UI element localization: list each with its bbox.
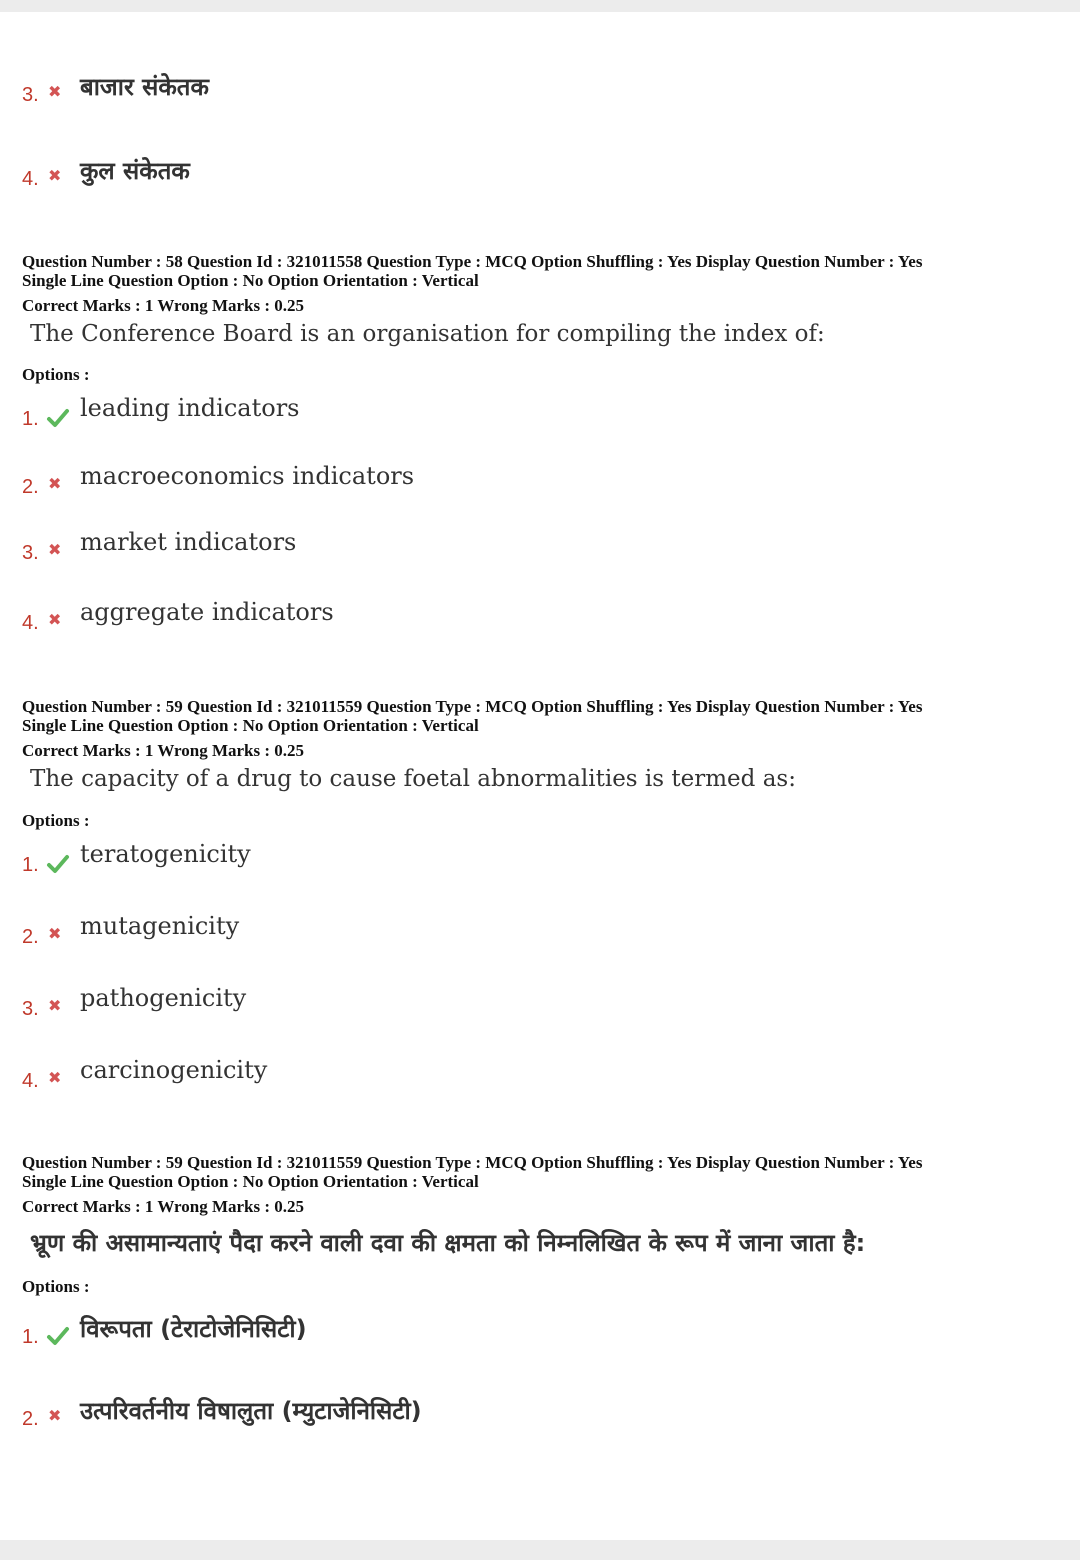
check-icon <box>46 852 70 876</box>
option-number: 1. <box>22 408 39 430</box>
question-meta-line1: Question Number : 59 Question Id : 321011559 Question Type : MCQ Option Shuffling : Yes Display Question Number : Yes <box>22 697 923 716</box>
cross-icon: ✖ <box>48 82 62 101</box>
option-number: 3. <box>22 998 39 1020</box>
check-icon <box>46 406 70 430</box>
cross-icon: ✖ <box>48 610 62 629</box>
marks-line: Correct Marks : 1 Wrong Marks : 0.25 <box>22 741 305 760</box>
marks-line: Correct Marks : 1 Wrong Marks : 0.25 <box>22 1197 305 1216</box>
option-text: aggregate indicators <box>80 598 334 626</box>
question-meta-line2: Single Line Question Option : No Option Orientation : Vertical <box>22 1172 479 1191</box>
option-number: 3. <box>22 542 39 564</box>
option-number: 2. <box>22 926 39 948</box>
option-text: विरूपता (टेराटोजेनिसिटी) <box>80 1315 307 1343</box>
question-text: भ्रूण की असामान्यताएं पैदा करने वाली दवा की क्षमता को निम्नलिखित के रूप में जाना जाता है: <box>30 1229 866 1257</box>
cross-icon: ✖ <box>48 166 62 185</box>
top-strip <box>0 0 1080 12</box>
question-meta-line2: Single Line Question Option : No Option Orientation : Vertical <box>22 271 479 290</box>
option-number: 2. <box>22 1408 39 1430</box>
option-text: कुल संकेतक <box>80 157 190 185</box>
question-text: The Conference Board is an organisation for compiling the index of: <box>30 321 825 347</box>
cross-icon: ✖ <box>48 996 62 1015</box>
question-meta-line1: Question Number : 58 Question Id : 321011558 Question Type : MCQ Option Shuffling : Yes Display Question Number : Yes <box>22 252 923 271</box>
cross-icon: ✖ <box>48 1406 62 1425</box>
question-text: The capacity of a drug to cause foetal abnormalities is termed as: <box>30 766 796 792</box>
cross-icon: ✖ <box>48 1068 62 1087</box>
option-text: उत्परिवर्तनीय विषालुता (म्युटाजेनिसिटी) <box>80 1397 422 1425</box>
options-label: Options : <box>22 1277 90 1296</box>
question-meta-line1: Question Number : 59 Question Id : 321011559 Question Type : MCQ Option Shuffling : Yes Display Question Number : Yes <box>22 1153 923 1172</box>
cross-icon: ✖ <box>48 540 62 559</box>
option-number: 4. <box>22 1070 39 1092</box>
check-icon <box>46 1324 70 1348</box>
option-text: pathogenicity <box>80 984 247 1012</box>
option-text: leading indicators <box>80 394 300 422</box>
options-label: Options : <box>22 811 90 830</box>
cross-icon: ✖ <box>48 474 62 493</box>
option-text: teratogenicity <box>80 840 251 868</box>
option-number: 4. <box>22 612 39 634</box>
option-text: macroeconomics indicators <box>80 462 415 490</box>
option-text: carcinogenicity <box>80 1056 268 1084</box>
option-number: 3. <box>22 84 39 106</box>
option-number: 4. <box>22 168 39 190</box>
option-text: mutagenicity <box>80 912 240 940</box>
option-number: 1. <box>22 854 39 876</box>
cross-icon: ✖ <box>48 924 62 943</box>
marks-line: Correct Marks : 1 Wrong Marks : 0.25 <box>22 296 305 315</box>
question-meta-line2: Single Line Question Option : No Option Orientation : Vertical <box>22 716 479 735</box>
bottom-strip <box>0 1540 1080 1560</box>
option-text: बाजार संकेतक <box>80 73 209 101</box>
options-label: Options : <box>22 365 90 384</box>
option-number: 2. <box>22 476 39 498</box>
option-number: 1. <box>22 1326 39 1348</box>
option-text: market indicators <box>80 528 297 556</box>
